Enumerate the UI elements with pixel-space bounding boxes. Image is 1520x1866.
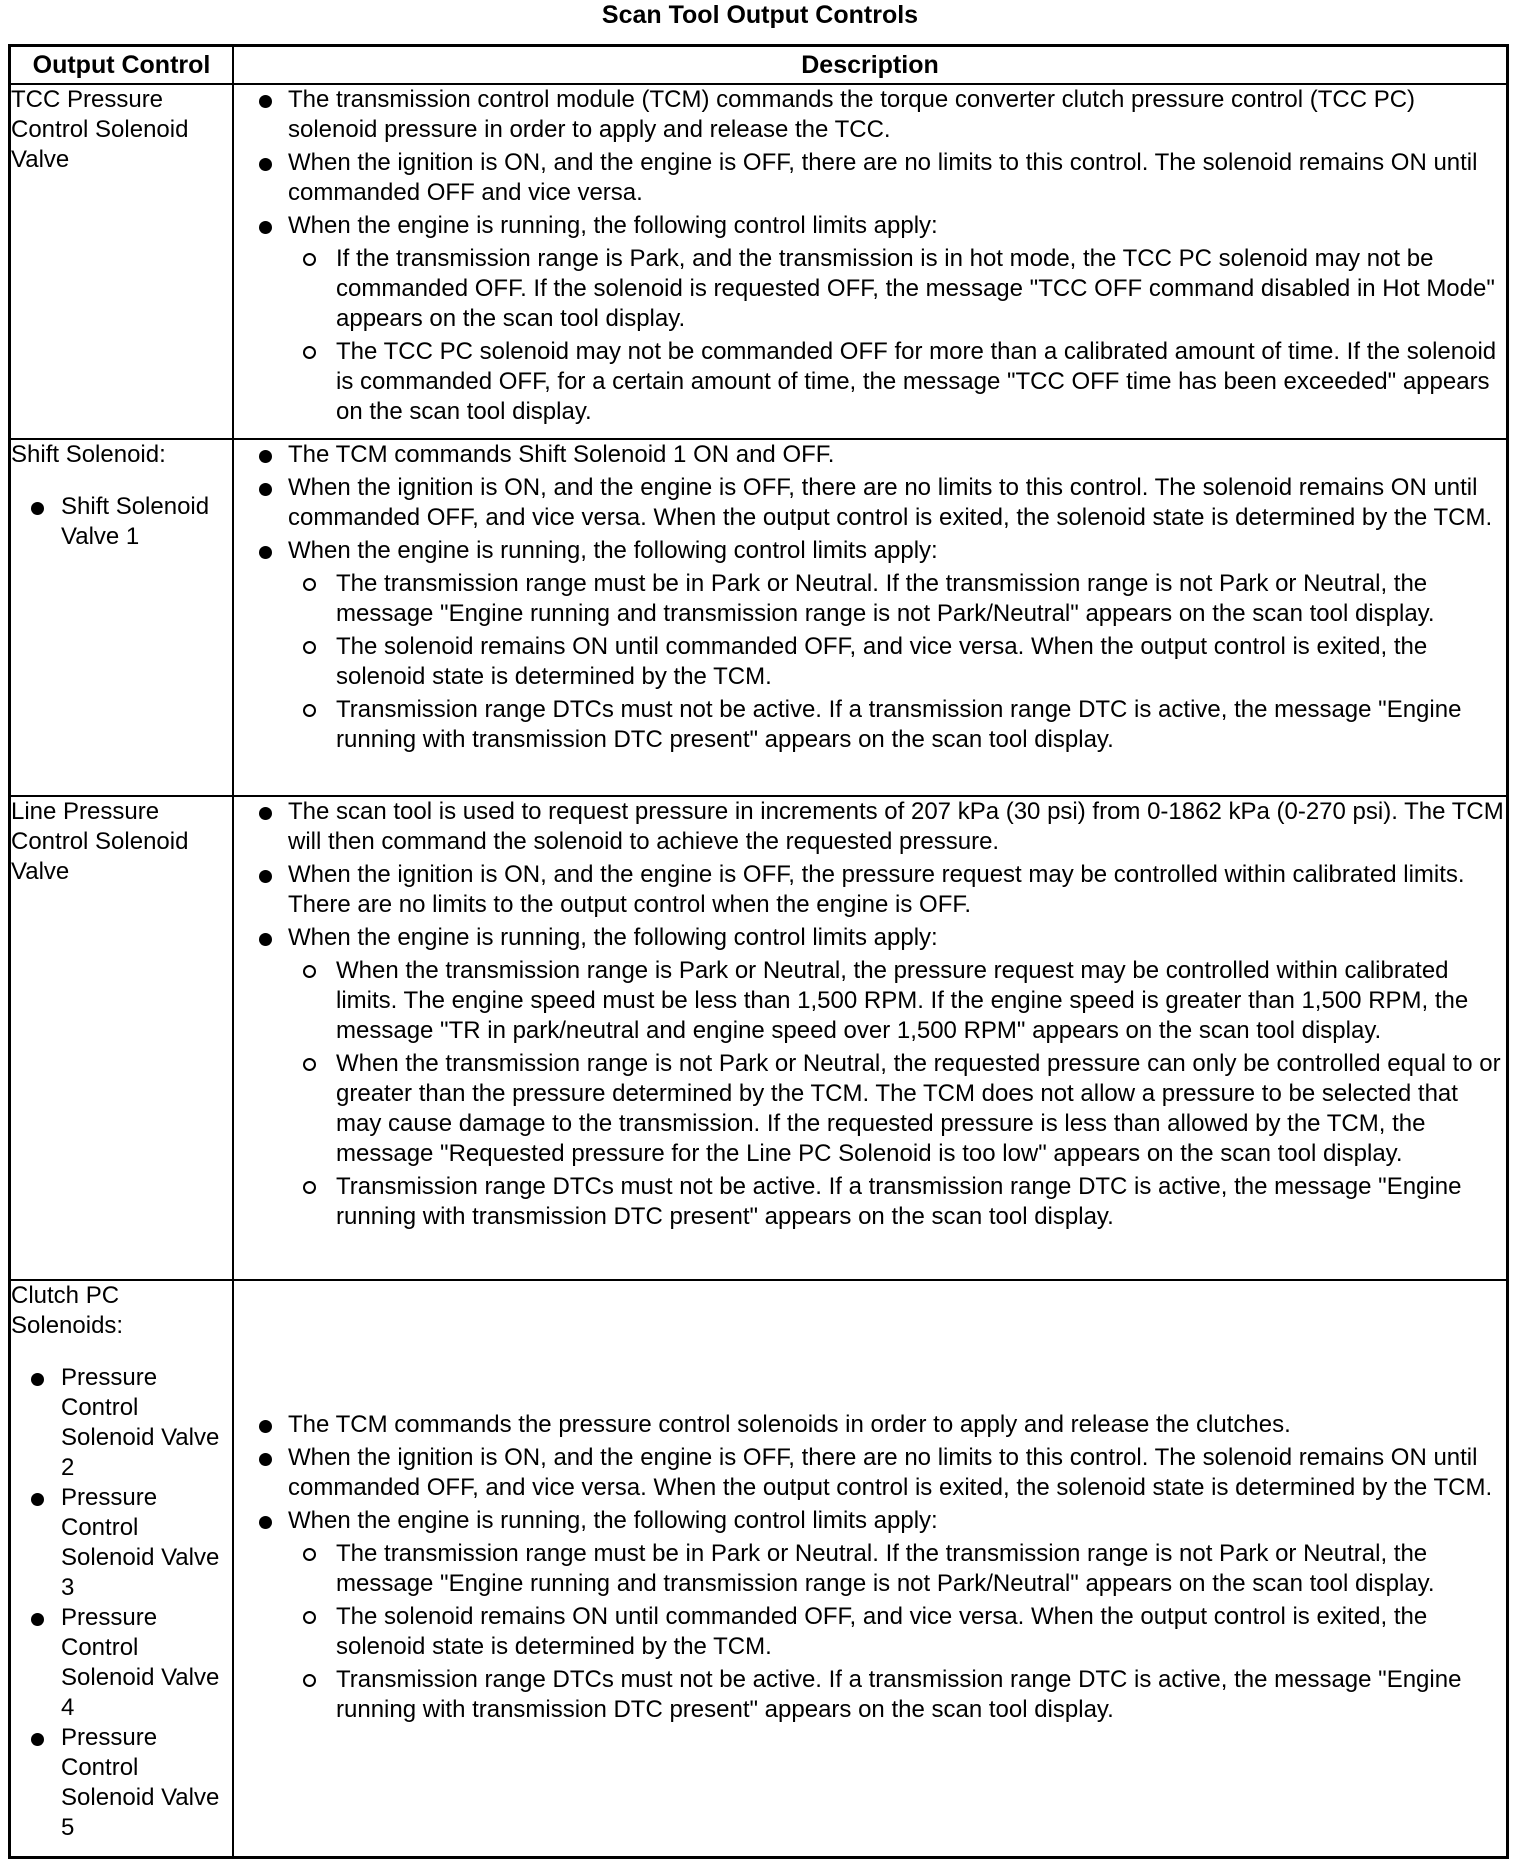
sub-list-item: The transmission range must be in Park or Neutral. If the transmission range is not Park or Neutral, the message "Engine running and transmission range is not Park/Neutral" appears on the scan tool display. — [288, 1539, 1506, 1599]
sub-control-item: Pressure Control Solenoid Valve 2 — [11, 1363, 232, 1483]
list-item: When the engine is running, the following control limits apply: When the transmission range is Park or Neutral, the pressure request may be controlled within calibrated limits. The engine speed must be less than 1,500 RPM. If the engine speed is greater than 1,500 RPM, the message "TR in park/neutral and engine speed over 1,500 RPM" appears on the scan tool display. When the transmission range is not Park or Neutral, the requested pressure can only be controlled equal to or greater than the pressure determined by the TCM. The TCM does not allow a pressure to be selected that may cause damage to the transmission. If the requested pressure is less than allowed by the TCM, the message "Requested pressure for the Line PC Solenoid is too low" appears on the scan tool display. Transmission range DTCs must not be active. If a transmission range DTC is active, the message "Engine running with transmission DTC present" appears on the scan tool display. — [234, 923, 1506, 1232]
list-item: The transmission control module (TCM) commands the torque converter clutch pressure control (TCC PC) solenoid pressure in order to apply and release the TCC. — [234, 85, 1506, 145]
sub-list — [288, 1539, 1506, 1725]
list-item: When the engine is running, the following control limits apply: The transmission range must be in Park or Neutral. If the transmission range is not Park or Neutral, the message "Engine running and transmission range is not Park/Neutral" appears on the scan tool display. The solenoid remains ON until commanded OFF, and vice versa. When the output control is exited, the solenoid state is determined by the TCM. Transmission range DTCs must not be active. If a transmission range DTC is active, the message "Engine running with transmission DTC present" appears on the scan tool display. — [234, 1506, 1506, 1725]
list-item: When the ignition is ON, and the engine is OFF, the pressure request may be controlled within calibrated limits. There are no limits to the output control when the engine is OFF. — [234, 860, 1506, 920]
list-item: The scan tool is used to request pressure in increments of 207 kPa (30 psi) from 0-1862 kPa (0-270 psi). The TCM will then command the solenoid to achieve the requested pressure. — [234, 797, 1506, 857]
output-controls-table — [8, 44, 1509, 1859]
output-control-cell — [11, 796, 233, 1280]
sub-list-item: The solenoid remains ON until commanded OFF, and vice versa. When the output control is exited, the solenoid state is determined by the TCM. — [288, 1602, 1506, 1662]
sub-list — [288, 244, 1506, 427]
sub-list-item: The TCC PC solenoid may not be commanded OFF for more than a calibrated amount of time. If the solenoid is commanded OFF, for a certain amount of time, the message "TCC OFF time has been exceeded" appears on the scan tool display. — [288, 337, 1506, 427]
sub-list-item: The solenoid remains ON until commanded OFF, and vice versa. When the output control is exited, the solenoid state is determined by the TCM. — [288, 632, 1506, 692]
description-list — [234, 797, 1506, 1232]
output-control-name: Line Pressure Control Solenoid Valve — [11, 798, 189, 885]
output-control-name: Shift Solenoid: — [11, 441, 166, 468]
sub-control-list — [11, 492, 232, 552]
table-row — [11, 84, 1506, 439]
list-item: When the ignition is ON, and the engine is OFF, there are no limits to this control. The solenoid remains ON until commanded OFF, and vice versa. When the output control is exited, the solenoid state is determined by the TCM. — [234, 1443, 1506, 1503]
description-list — [234, 1410, 1506, 1725]
sub-control-item: Shift Solenoid Valve 1 — [11, 492, 232, 552]
description-list — [234, 440, 1506, 755]
sub-control-item: Pressure Control Solenoid Valve 3 — [11, 1483, 232, 1603]
sub-list-item: Transmission range DTCs must not be active. If a transmission range DTC is active, the message "Engine running with transmission DTC present" appears on the scan tool display. — [288, 695, 1506, 755]
sub-list-item: Transmission range DTCs must not be active. If a transmission range DTC is active, the message "Engine running with transmission DTC present" appears on the scan tool display. — [288, 1665, 1506, 1725]
column-header-output-control: Output Control — [11, 47, 233, 84]
page-title: Scan Tool Output Controls — [601, 1, 919, 29]
list-item: When the ignition is ON, and the engine is OFF, there are no limits to this control. The solenoid remains ON until commanded OFF, and vice versa. When the output control is exited, the solenoid state is determined by the TCM. — [234, 473, 1506, 533]
output-control-name: TCC Pressure Control Solenoid Valve — [11, 86, 189, 173]
description-cell — [233, 84, 1506, 439]
sub-control-list — [11, 1363, 232, 1843]
sub-list-item: If the transmission range is Park, and the transmission is in hot mode, the TCC PC solenoid may not be commanded OFF. If the solenoid is requested OFF, the message "TCC OFF command disabled in Hot Mode" appears on the scan tool display. — [288, 244, 1506, 334]
table-row — [11, 439, 1506, 796]
sub-control-item: Pressure Control Solenoid Valve 5 — [11, 1723, 232, 1843]
output-control-cell — [11, 84, 233, 439]
sub-list-item: Transmission range DTCs must not be active. If a transmission range DTC is active, the message "Engine running with transmission DTC present" appears on the scan tool display. — [288, 1172, 1506, 1232]
list-item: The TCM commands Shift Solenoid 1 ON and OFF. — [234, 440, 1506, 470]
list-item: When the engine is running, the following control limits apply: The transmission range must be in Park or Neutral. If the transmission range is not Park or Neutral, the message "Engine running and transmission range is not Park/Neutral" appears on the scan tool display. The solenoid remains ON until commanded OFF, and vice versa. When the output control is exited, the solenoid state is determined by the TCM. Transmission range DTCs must not be active. If a transmission range DTC is active, the message "Engine running with transmission DTC present" appears on the scan tool display. — [234, 536, 1506, 755]
column-header-description: Description — [233, 47, 1506, 84]
sub-list — [288, 569, 1506, 755]
description-cell — [233, 1280, 1506, 1856]
list-item: When the engine is running, the following control limits apply: If the transmission range is Park, and the transmission is in hot mode, the TCC PC solenoid may not be commanded OFF. If the solenoid is requested OFF, the message "TCC OFF command disabled in Hot Mode" appears on the scan tool display. The TCC PC solenoid may not be commanded OFF for more than a calibrated amount of time. If the solenoid is commanded OFF, for a certain amount of time, the message "TCC OFF time has been exceeded" appears on the scan tool display. — [234, 211, 1506, 427]
list-item: The TCM commands the pressure control solenoids in order to apply and release the clutches. — [234, 1410, 1506, 1440]
description-cell — [233, 796, 1506, 1280]
sub-list-item: When the transmission range is not Park or Neutral, the requested pressure can only be controlled equal to or greater than the pressure determined by the TCM. The TCM does not allow a pressure to be selected that may cause damage to the transmission. If the requested pressure is less than allowed by the TCM, the message "Requested pressure for the Line PC Solenoid is too low" appears on the scan tool display. — [288, 1049, 1506, 1169]
description-list — [234, 85, 1506, 427]
output-control-cell — [11, 439, 233, 796]
sub-list — [288, 956, 1506, 1232]
sub-control-item: Pressure Control Solenoid Valve 4 — [11, 1603, 232, 1723]
output-control-cell — [11, 1280, 233, 1856]
output-control-name: Clutch PC Solenoids: — [11, 1282, 124, 1339]
sub-list-item: The transmission range must be in Park or Neutral. If the transmission range is not Park or Neutral, the message "Engine running and transmission range is not Park/Neutral" appears on the scan tool display. — [288, 569, 1506, 629]
table-row — [11, 796, 1506, 1280]
table-row — [11, 1280, 1506, 1856]
table-header-row — [11, 47, 1506, 84]
description-cell — [233, 439, 1506, 796]
list-item: When the ignition is ON, and the engine is OFF, there are no limits to this control. The solenoid remains ON until commanded OFF and vice versa. — [234, 148, 1506, 208]
sub-list-item: When the transmission range is Park or Neutral, the pressure request may be controlled within calibrated limits. The engine speed must be less than 1,500 RPM. If the engine speed is greater than 1,500 RPM, the message "TR in park/neutral and engine speed over 1,500 RPM" appears on the scan tool display. — [288, 956, 1506, 1046]
